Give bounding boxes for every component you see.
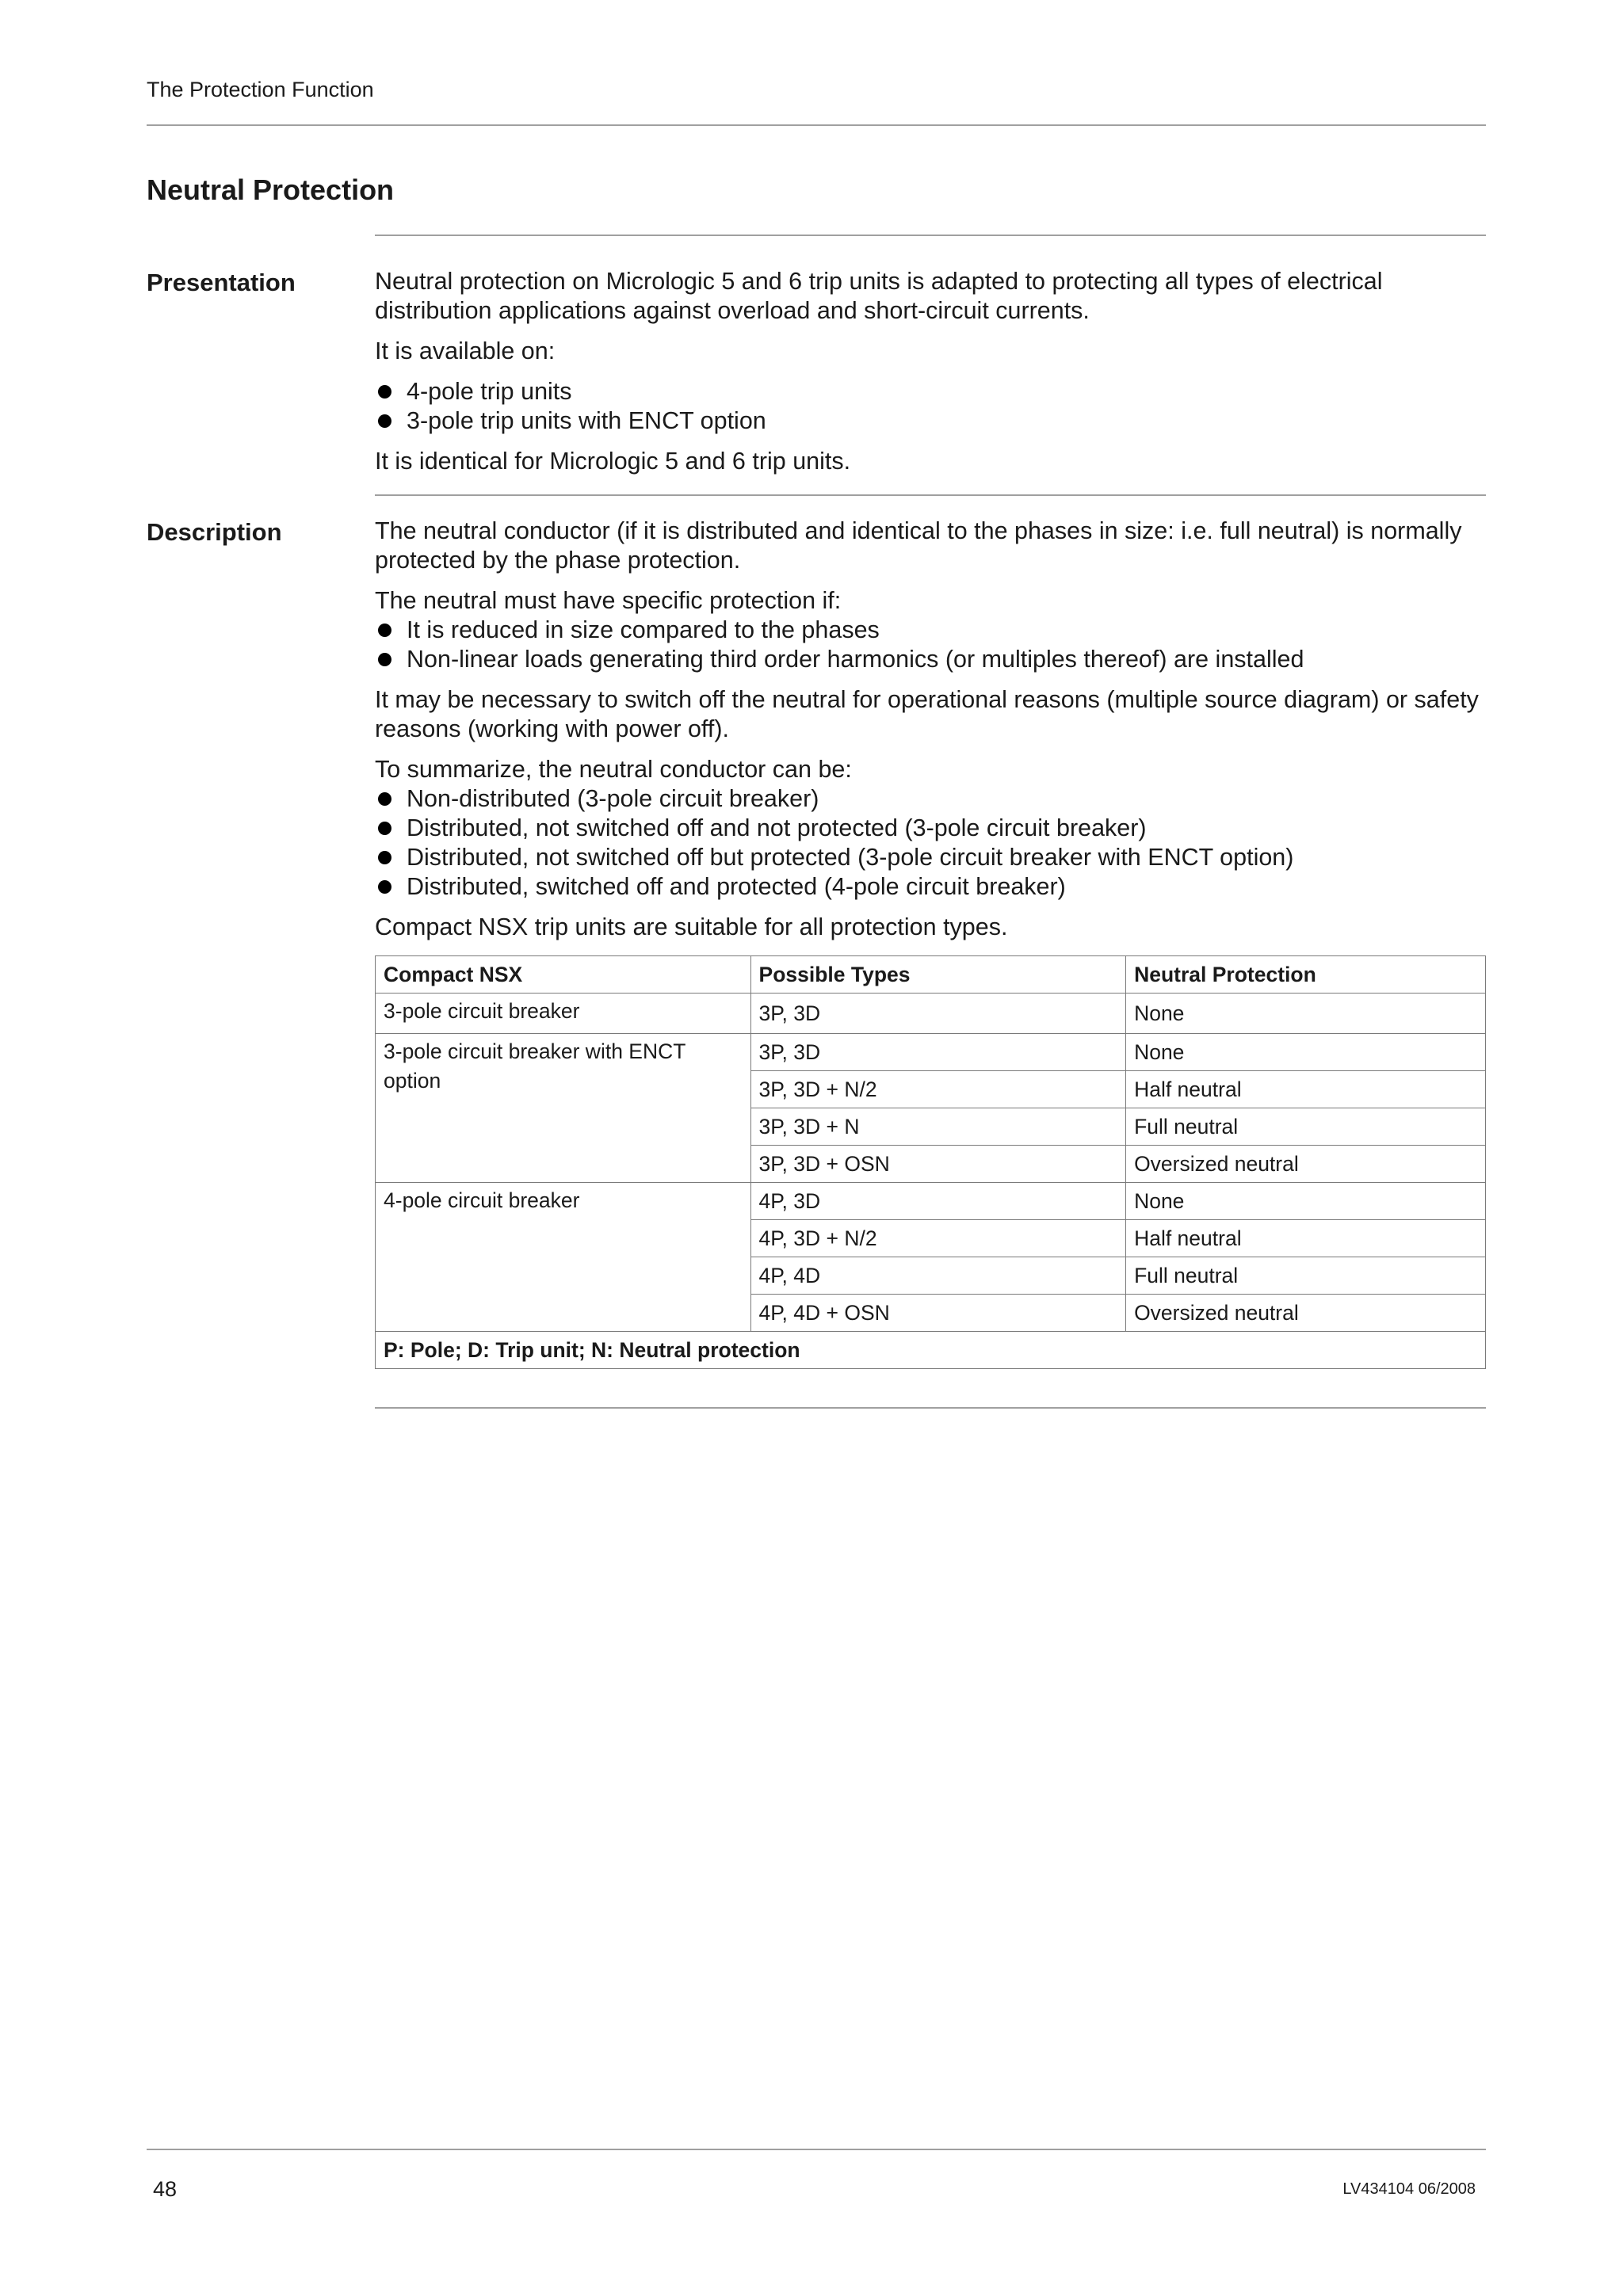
description-divider bbox=[375, 1407, 1486, 1409]
bullet-icon bbox=[378, 880, 391, 894]
table-row bbox=[376, 994, 1486, 1034]
table-header-row bbox=[376, 956, 1486, 994]
protection-cell: None bbox=[1126, 994, 1486, 1034]
section-title: Neutral Protection bbox=[147, 174, 395, 206]
types-cell: 3P, 3D + OSN bbox=[750, 1146, 1126, 1183]
table-row bbox=[376, 1183, 1486, 1220]
protection-cell: None bbox=[1126, 1034, 1486, 1071]
list-item: Distributed, not switched off but protected (3-pole circuit breaker with ENCT option) bbox=[375, 843, 1486, 872]
list-item: It is reduced in size compared to the phases bbox=[375, 616, 1486, 645]
types-cell: 4P, 4D + OSN bbox=[750, 1295, 1126, 1332]
footer-divider bbox=[147, 2149, 1486, 2150]
document-reference: LV434104 06/2008 bbox=[1342, 2180, 1476, 2198]
bullet-icon bbox=[378, 792, 391, 806]
running-header: The Protection Function bbox=[147, 78, 374, 101]
types-cell: 4P, 4D bbox=[750, 1257, 1126, 1295]
presentation-divider bbox=[375, 494, 1486, 496]
protection-cell: Half neutral bbox=[1126, 1071, 1486, 1108]
bullet-icon bbox=[378, 822, 391, 835]
bullet-icon bbox=[378, 624, 391, 637]
breaker-cell: 4-pole circuit breaker bbox=[376, 1183, 751, 1332]
presentation-available-on: It is available on: bbox=[375, 338, 556, 364]
table-row bbox=[376, 1034, 1486, 1071]
protection-cell: Full neutral bbox=[1126, 1257, 1486, 1295]
section-divider bbox=[375, 235, 1486, 236]
list-item: 3-pole trip units with ENCT option bbox=[375, 406, 1486, 436]
neutral-protection-table bbox=[375, 955, 1486, 1369]
description-list-1 bbox=[375, 616, 1486, 674]
column-header: Neutral Protection bbox=[1126, 956, 1486, 994]
types-cell: 3P, 3D + N bbox=[750, 1108, 1126, 1146]
column-header: Compact NSX bbox=[376, 956, 751, 994]
description-para-2: The neutral must have specific protection if: bbox=[375, 587, 842, 614]
types-cell: 4P, 3D bbox=[750, 1183, 1126, 1220]
bullet-icon bbox=[378, 385, 391, 399]
table-footnote-row bbox=[376, 1332, 1486, 1369]
types-cell: 3P, 3D bbox=[750, 994, 1126, 1034]
presentation-identical: It is identical for Micrologic 5 and 6 trip units. bbox=[375, 448, 851, 475]
list-item: Non-linear loads generating third order harmonics (or multiples thereof) are installed bbox=[375, 645, 1486, 674]
list-item: Non-distributed (3-pole circuit breaker) bbox=[375, 784, 1486, 814]
protection-cell: None bbox=[1126, 1183, 1486, 1220]
table-footnote: P: Pole; D: Trip unit; N: Neutral protection bbox=[376, 1332, 1486, 1369]
description-para-5: Compact NSX trip units are suitable for all protection types. bbox=[375, 913, 1008, 940]
types-cell: 3P, 3D + N/2 bbox=[750, 1071, 1126, 1108]
description-list-2 bbox=[375, 784, 1486, 902]
protection-cell: Oversized neutral bbox=[1126, 1146, 1486, 1183]
bullet-icon bbox=[378, 653, 391, 666]
description-para-1: The neutral conductor (if it is distributed and identical to the phases in size: i.e. full neutral) is normally protected by the phase protection. bbox=[375, 517, 1462, 574]
bullet-icon bbox=[378, 414, 391, 428]
presentation-label: Presentation bbox=[147, 269, 296, 296]
column-header: Possible Types bbox=[750, 956, 1126, 994]
presentation-list bbox=[375, 377, 1486, 436]
list-item: 4-pole trip units bbox=[375, 377, 1486, 406]
description-label: Description bbox=[147, 518, 282, 546]
description-para-3: It may be necessary to switch off the neutral for operational reasons (multiple source diagram) or safety reasons (working with power off). bbox=[375, 686, 1479, 742]
protection-cell: Oversized neutral bbox=[1126, 1295, 1486, 1332]
types-cell: 3P, 3D bbox=[750, 1034, 1126, 1071]
description-body bbox=[375, 517, 1486, 953]
list-item: Distributed, not switched off and not protected (3-pole circuit breaker) bbox=[375, 814, 1486, 843]
presentation-body bbox=[375, 267, 1486, 487]
protection-cell: Half neutral bbox=[1126, 1220, 1486, 1257]
bullet-icon bbox=[378, 851, 391, 864]
description-para-4: To summarize, the neutral conductor can be: bbox=[375, 756, 852, 783]
protection-cell: Full neutral bbox=[1126, 1108, 1486, 1146]
header-divider bbox=[147, 124, 1486, 126]
presentation-intro: Neutral protection on Micrologic 5 and 6 trip units is adapted to protecting all types of electrical distribution applications against overload and short-circuit currents. bbox=[375, 268, 1383, 324]
types-cell: 4P, 3D + N/2 bbox=[750, 1220, 1126, 1257]
breaker-cell: 3-pole circuit breaker with ENCT option bbox=[376, 1034, 751, 1183]
breaker-cell: 3-pole circuit breaker bbox=[376, 994, 751, 1034]
list-item: Distributed, switched off and protected (4-pole circuit breaker) bbox=[375, 872, 1486, 902]
page-number: 48 bbox=[153, 2177, 178, 2201]
